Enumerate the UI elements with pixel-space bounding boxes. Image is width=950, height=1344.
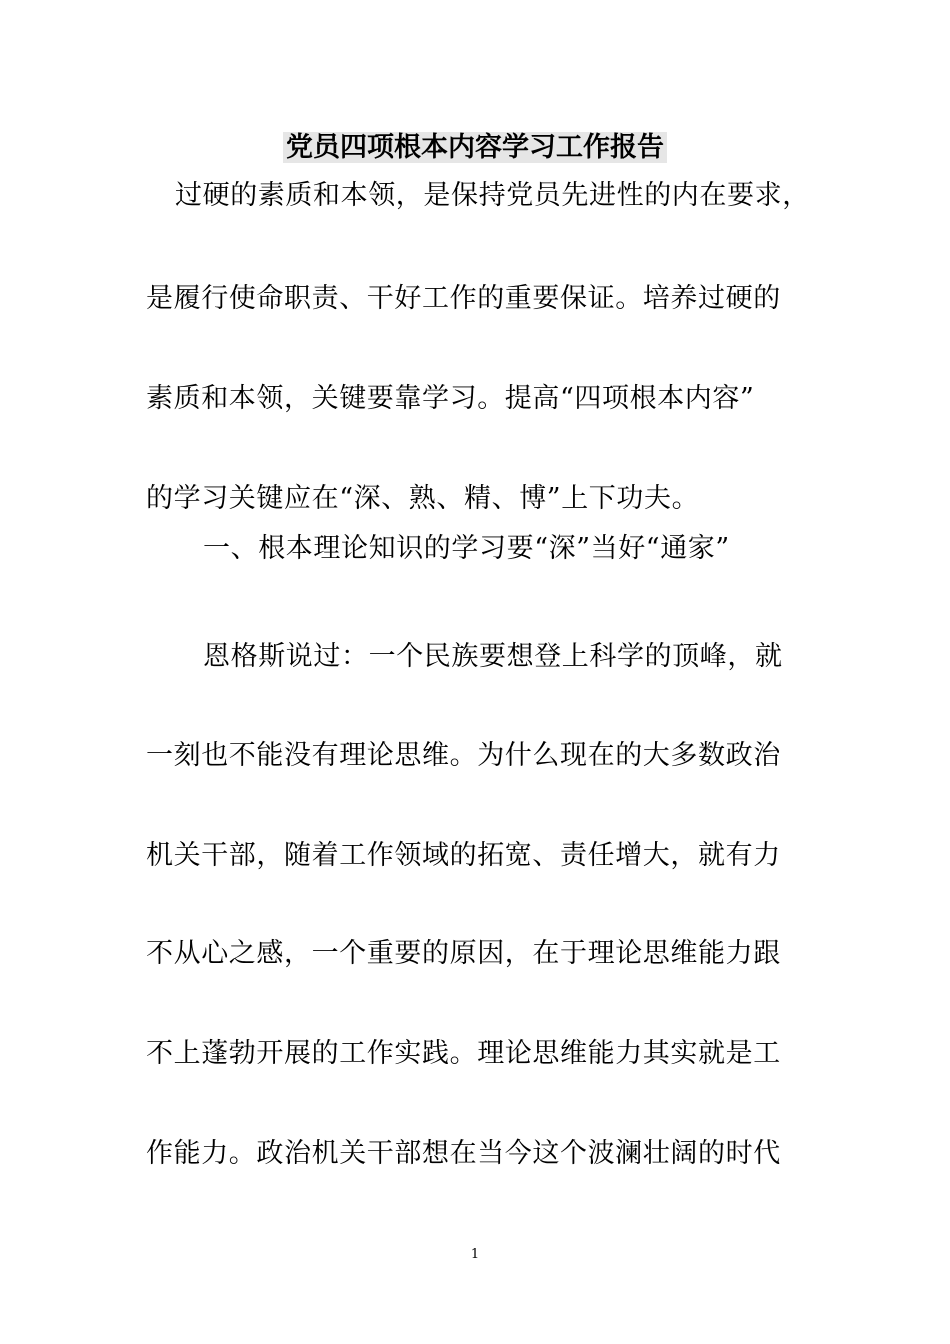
paragraph-line: 一刻也不能没有理论思维。为什么现在的大多数政治: [146, 740, 781, 771]
document-title: [0, 128, 950, 168]
paragraph-line: 过硬的素质和本领，是保持党员先进性的内在要求，: [175, 180, 810, 211]
paragraph-line: 机关干部，随着工作领域的拓宽、责任增大，就有力: [146, 840, 781, 871]
paragraph-line: 作能力。政治机关干部想在当今这个波澜壮阔的时代: [146, 1138, 781, 1169]
page-number: 1: [470, 1247, 480, 1262]
paragraph-line: 恩格斯说过：一个民族要想登上科学的顶峰，就: [203, 641, 783, 672]
paragraph-line: 不从心之感，一个重要的原因，在于理论思维能力跟: [146, 938, 781, 969]
paragraph-line: 素质和本领，关键要靠学习。提高“四项根本内容”: [146, 383, 755, 414]
paragraph-line: 是履行使命职责、干好工作的重要保证。培养过硬的: [146, 283, 781, 314]
paragraph-line: 的学习关键应在“深、熟、精、博”上下功夫。: [146, 483, 700, 514]
paragraph-line: 不上蓬勃开展的工作实践。理论思维能力其实就是工: [146, 1038, 781, 1069]
document-title-text: 党员四项根本内容学习工作报告: [283, 132, 667, 163]
section-heading: 一、根本理论知识的学习要“深”当好“通家”: [203, 533, 730, 564]
